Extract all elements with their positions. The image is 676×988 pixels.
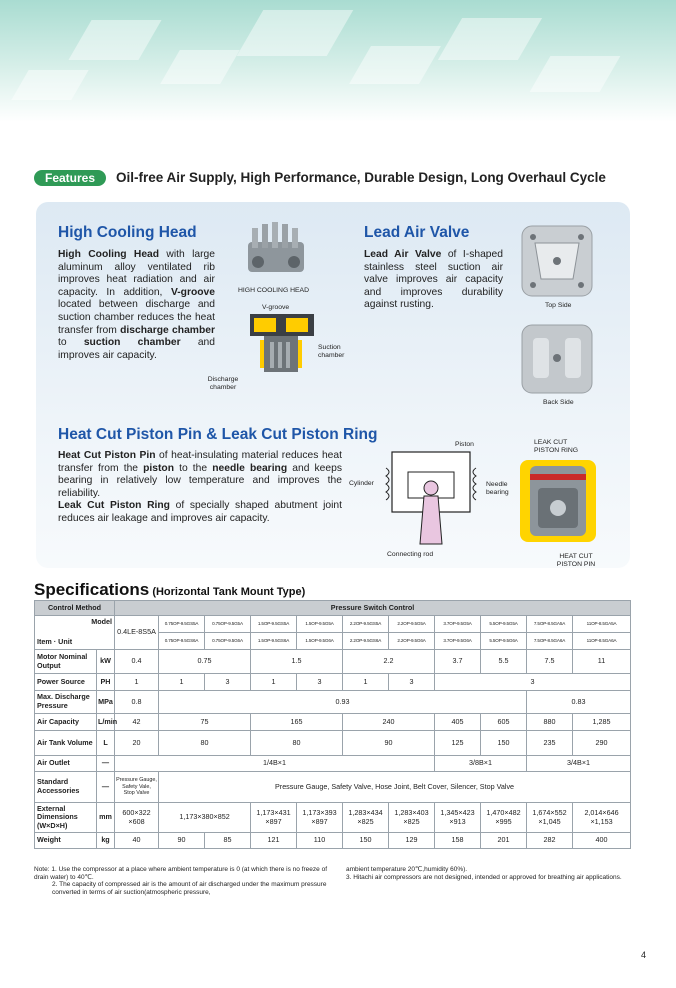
cooling-head-text: High Cooling Head with large aluminum alloy ventilated rib improves heat radiation and air capacity. In addition, V-groove located between discharge and suction chamber reduces the heat transfer from discharge chamber to suction chamber and improves air capacity.	[58, 249, 215, 361]
specifications-title: Specifications (Horizontal Tank Mount Type)	[34, 580, 306, 599]
table-row: External Dimensions (W×D×H) mm 600×322 ×608 1,173×380×852 1,173×431 ×897 1,173×393 ×897 1,283×434 ×825 1,283×403 ×825 1,345×423 ×913 1,470×482 ×995 1,674×552 ×1,045 2,014×646 ×1,153	[35, 803, 631, 833]
piston-text: Heat Cut Piston Pin of heat-insulating material reduces heat transfer from the piston to the needle bearing and keeps bearing in relatively low temperature and improves the reliability. Leak Cut Piston Ring of specially shaped abutment joint reduces air leakage and improves air capacity.	[58, 450, 342, 524]
table-row: Model Item · Unit 0.4LE-8S5A 0.75OP-9.5GS5A 0.75OP-9.5G5A 1.5OP-9.5GS5A 1.5OP-9.5G5A 2.2OP-9.5GS5A 2.2OP-9.5G5A 3.7OP-9.5G5A 5.5OP-9.5G5A 7.5OP-8.5GA5A 11OP-8.5GA5A	[35, 616, 631, 633]
table-row: Air Outlet — 1/4B×1 3/8B×1 3/4B×1	[35, 756, 631, 772]
lead-valve-title: Lead Air Valve	[364, 224, 470, 241]
table-row: Control Method Pressure Switch Control	[35, 601, 631, 616]
table-row: Standard Accessories — Pressure Gauge, Safety Vale, Stop Valve Pressure Gauge, Safety Valve, Hose Joint, Belt Cover, Silencer, Stop Valve	[35, 772, 631, 803]
cap-top-side: Top Side	[545, 302, 572, 309]
model-item-cell: Model Item · Unit	[35, 616, 115, 650]
cap-heat-cut-pin: HEAT CUT PISTON PIN	[556, 553, 596, 568]
cap-connecting-rod: Connecting rod	[387, 551, 434, 558]
table-row: Power Source PH 1 1 3 1 3 1 3 3	[35, 674, 631, 691]
cap-cylinder: Cylinder	[349, 480, 374, 487]
table-row: Max. Discharge Pressure MPa 0.8 0.93 0.83	[35, 691, 631, 714]
lead-valve-text: Lead Air Valve of I-shaped stainless steel suction air valve improves air capacity and improves durability against rusting.	[364, 249, 503, 311]
cap-suction-chamber: Suction chamber	[318, 344, 345, 359]
features-title: Oil-free Air Supply, High Performance, Durable Design, Long Overhaul Cycle	[116, 170, 606, 185]
notes-left: Note: 1. Use the compressor at a place where ambient temperature is 0 (at which there is no freeze of drain water) to 40℃. 2. The capacity of compressed air is the amount of air discharged under the maximum pressure converted in terms of air suction(atmospheric pressure,	[34, 866, 328, 896]
cap-back-side: Back Side	[543, 399, 574, 406]
cooling-head-cutaway	[240, 306, 324, 376]
notes-right: ambient temperature 20℃,humidity 60%). 3. Hitachi air compressors are not designed, intended or approved for breathing air applications.	[346, 866, 622, 881]
page-number: 4	[641, 950, 647, 960]
header-banner	[0, 0, 676, 122]
cooling-head-image	[236, 216, 316, 282]
piston-title: Heat Cut Piston Pin & Leak Cut Piston Ring	[58, 426, 378, 443]
table-row: Air Tank Volume L 20 80 80 90 125 150 235 290	[35, 731, 631, 756]
piston-ring-image	[516, 454, 600, 546]
table-row: Motor Nominal Output kW 0.4 0.75 1.5 2.2 3.7 5.5 7.5 11	[35, 650, 631, 674]
piston-diagram	[378, 448, 484, 548]
valve-top-image	[521, 225, 593, 297]
cap-v-groove: V-groove	[262, 304, 290, 311]
specifications-table	[34, 600, 631, 849]
features-badge: Features	[34, 170, 106, 186]
table-row: Weight kg 40 90 85 121 110 150 129 158 201 282 400	[35, 833, 631, 849]
table-row: 0.75OP-9.5GS6A 0.75OP-9.5G6A 1.5OP-9.5GS6A 1.5OP-9.5G6A 2.2OP-9.5GS6A 2.2OP-9.5G6A 3.7OP-9.5G6A 5.5OP-9.5G6A 7.5OP-8.5GA6A 11OP-8.5GA6A	[35, 633, 631, 650]
cap-leak-cut-ring: LEAK CUT PISTON RING	[534, 439, 579, 454]
features-header	[34, 170, 634, 188]
cooling-head-title: High Cooling Head	[58, 224, 197, 241]
cap-piston: Piston	[455, 441, 474, 448]
valve-back-image	[521, 324, 593, 394]
cap-high-cooling-head: HIGH COOLING HEAD	[238, 287, 309, 294]
cap-discharge-chamber: Discharge chamber	[207, 376, 239, 391]
cap-needle-bearing: Needle bearing	[486, 481, 509, 496]
table-row: Air Capacity L/min 42 75 165 240 405 605 880 1,285	[35, 714, 631, 731]
